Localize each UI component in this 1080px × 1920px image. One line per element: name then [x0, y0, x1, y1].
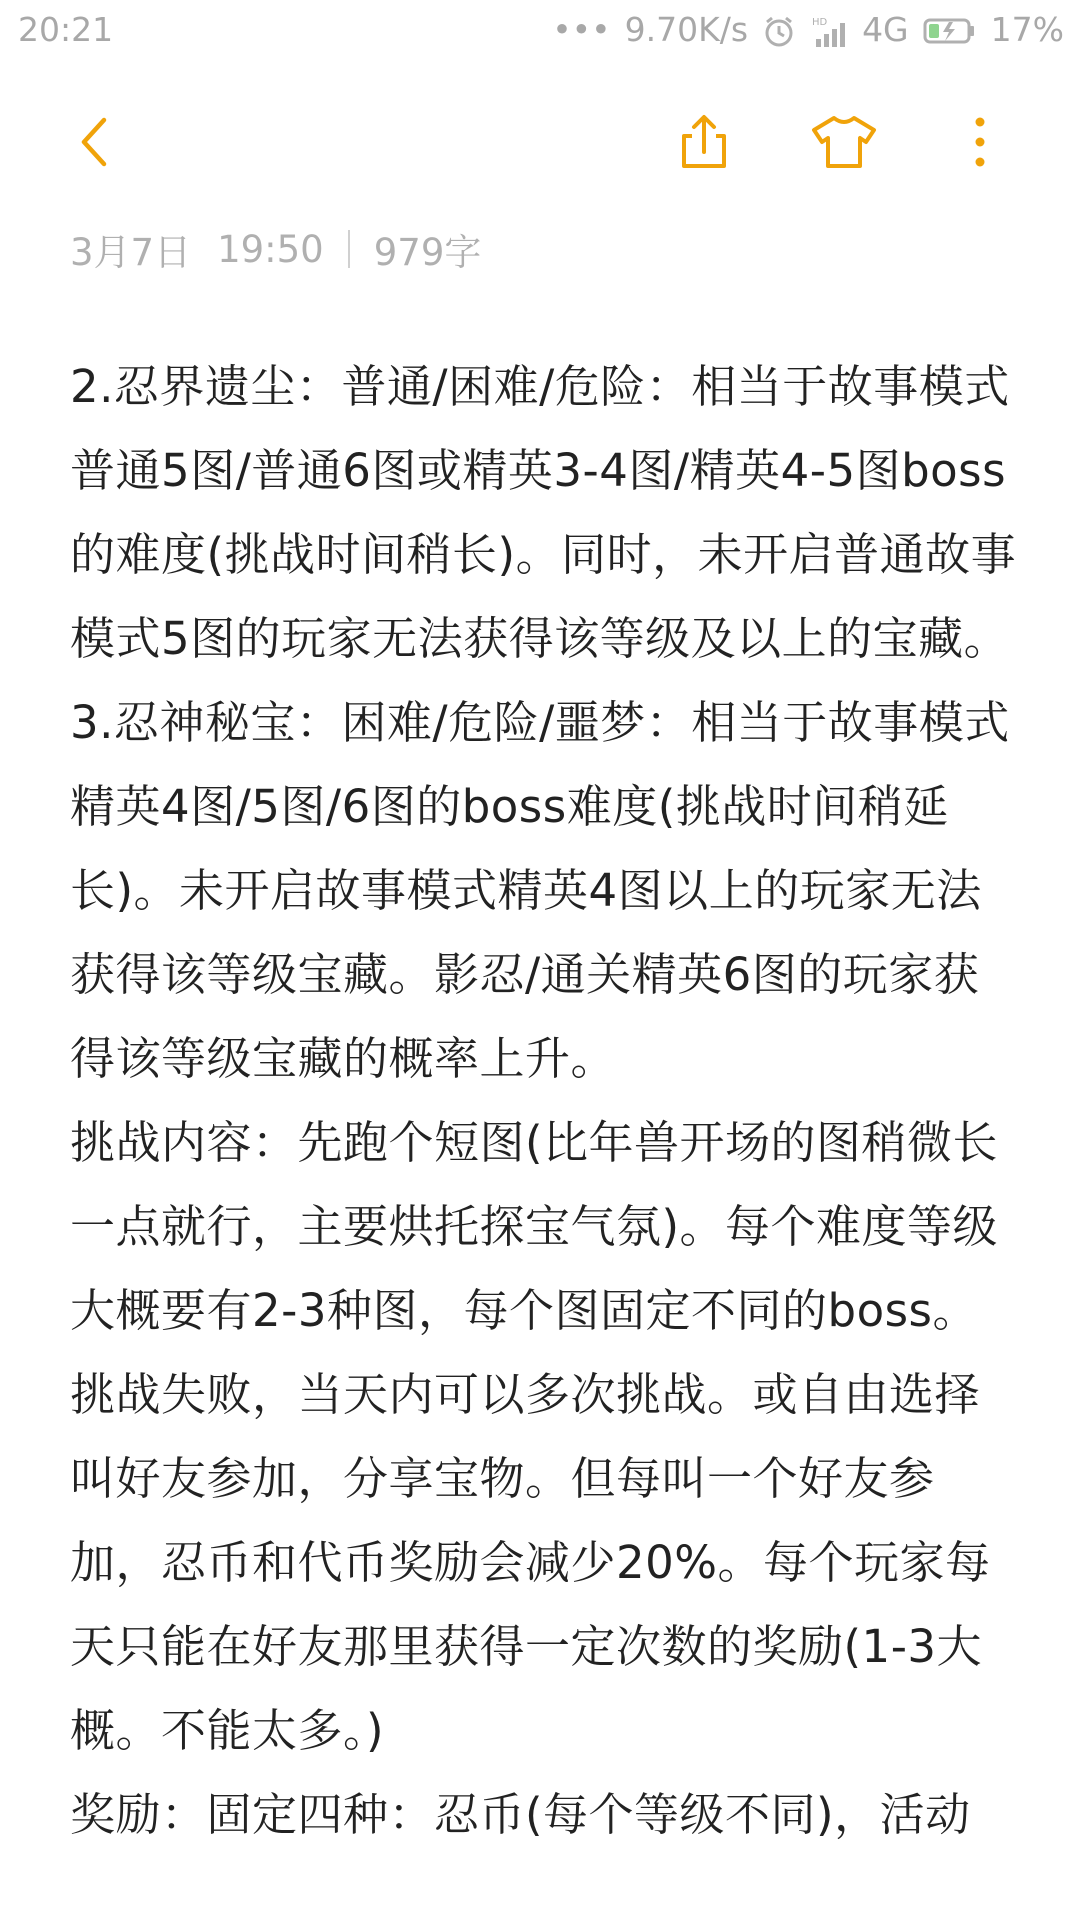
note-body[interactable] [70, 345, 1020, 1857]
signal-icon [812, 15, 848, 45]
signal-hd-label: HD [812, 16, 828, 28]
theme-button[interactable] [808, 106, 880, 178]
status-right [552, 10, 1064, 49]
battery-icon [923, 15, 977, 45]
chevron-left-icon [70, 112, 118, 172]
more-dots: ••• [552, 10, 611, 49]
note-paragraph: 挑战内容：先跑个短图(比年兽开场的图稍微长一点就行，主要烘托探宝气氛)。每个难度等级大概要有2-3种图，每个图固定不同的boss。挑战失败，当天内可以多次挑战。或自由选择叫好友参加，分享宝物。但每叫一个好友参加，忍币和代币奖励会减少20%。每个玩家每天只能在好友那里获得一定次数的奖励(1-3大概。不能太多。) [70, 1116, 999, 1757]
meta-divider [348, 230, 350, 268]
back-button[interactable] [58, 106, 130, 178]
battery-percent: 17% [990, 10, 1064, 49]
alarm-icon [762, 15, 798, 45]
status-time: 20:21 [18, 10, 114, 49]
note-meta [70, 222, 481, 276]
word-count: 979字 [373, 231, 482, 274]
note-paragraph: 2.忍界遗尘：普通/困难/危险：相当于故事模式普通5图/普通6图或精英3-4图/精英4-5图boss的难度(挑战时间稍长)。同时，未开启普通故事模式5图的玩家无法获得该等级及以上的宝藏。 [70, 360, 1017, 665]
note-paragraph: 奖励：固定四种：忍币(每个等级不同)，活动 [70, 1788, 971, 1841]
share-button[interactable] [668, 106, 740, 178]
note-date: 3月7日 [70, 231, 192, 274]
note-toolbar [0, 90, 1080, 190]
status-bar [0, 0, 1080, 60]
net-speed: 9.70K/s [624, 10, 749, 49]
tshirt-icon [810, 112, 878, 172]
note-time: 19:50 [217, 227, 324, 271]
note-paragraph: 3.忍神秘宝：困难/危险/噩梦：相当于故事模式精英4图/5图/6图的boss难度(挑战时间稍延长)。未开启故事模式精英4图以上的玩家无法获得该等级宝藏。影忍/通关精英6图的玩家获得该等级宝藏的概率上升。 [70, 696, 1010, 1085]
more-vertical-icon [970, 112, 990, 172]
network-type: 4G [862, 10, 909, 49]
more-button[interactable] [944, 106, 1016, 178]
share-icon [674, 112, 734, 172]
